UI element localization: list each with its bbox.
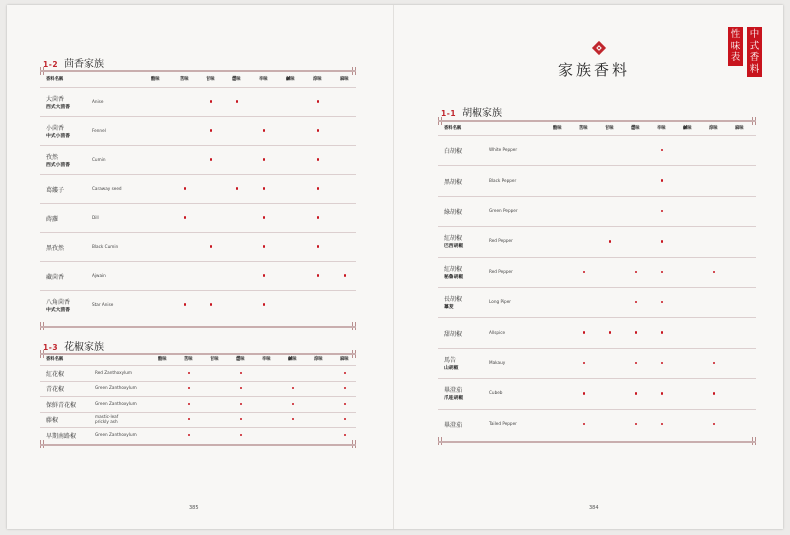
row-rule [438, 287, 756, 288]
row-name-en: mastic-leaf prickly ash [95, 414, 119, 425]
row-rule [40, 174, 356, 175]
table-top-rule [40, 70, 356, 72]
row-rule [438, 226, 756, 227]
header-taste: 麻味 [735, 125, 744, 131]
taste-mark-dot [240, 372, 242, 374]
taste-mark-dot [263, 129, 265, 131]
taste-mark-dot [263, 274, 265, 276]
tag-char: 表 [730, 52, 741, 63]
table-bottom-rule [40, 326, 356, 328]
taste-mark-dot [240, 403, 242, 405]
row-name-cn: 甜胡椒 [444, 330, 463, 338]
section-number: 1-2 [43, 60, 59, 69]
header-taste: 麻味 [340, 357, 349, 362]
header-taste: 苦味 [180, 76, 189, 82]
row-rule [40, 232, 356, 233]
row-rule [438, 348, 756, 349]
taste-mark-dot [635, 271, 637, 273]
taste-mark-dot [263, 245, 265, 247]
row-rule [438, 317, 756, 318]
taste-mark-dot [661, 271, 663, 273]
taste-mark-dot [292, 403, 294, 405]
taste-mark-dot [583, 362, 585, 364]
taste-mark-dot [188, 387, 190, 389]
page-gutter [393, 5, 394, 529]
taste-mark-dot [344, 274, 346, 276]
row-name-cn: 畢澄茄 [444, 421, 463, 429]
row-name-cn: 孜然 [46, 153, 59, 161]
header-taste: 麻味 [340, 76, 349, 82]
page-number-left: 385 [189, 505, 199, 511]
header-taste: 辛味 [657, 125, 666, 131]
row-name-cn: 紅胡椒 [444, 265, 463, 273]
row-rule [40, 427, 356, 428]
taste-mark-dot [713, 271, 715, 273]
section-title-sichuan [43, 338, 104, 353]
taste-mark-dot [292, 387, 294, 389]
row-name-cn: 馬告 [444, 357, 457, 364]
row-rule [438, 378, 756, 379]
taste-mark-dot [184, 303, 186, 305]
header-taste: 涼味 [313, 76, 322, 82]
taste-mark-dot [713, 362, 715, 364]
header-rule [40, 365, 356, 366]
taste-mark-dot [263, 303, 265, 305]
taste-mark-dot [661, 179, 663, 181]
row-name-cn: 黑孜然 [46, 244, 65, 252]
header-taste: 澀味 [631, 125, 640, 131]
row-rule [40, 116, 356, 117]
row-name-cn: 長胡椒 [444, 296, 463, 304]
row-name-en: Anise [92, 98, 104, 104]
row-name-en: Red Pepper [489, 268, 513, 274]
row-name-cn: 八角茴香 [46, 298, 71, 306]
section-title-fennel [43, 55, 104, 70]
diamond-emblem-icon [592, 41, 606, 55]
section-name: 茴香家族 [64, 59, 105, 70]
row-rule [40, 261, 356, 262]
taste-mark-dot [188, 418, 190, 420]
tag-char: 式 [749, 40, 760, 52]
taste-mark-dot [236, 100, 238, 102]
section-number: 1-3 [43, 343, 59, 352]
taste-mark-dot [609, 240, 611, 242]
row-name-cn: 紅花椒 [46, 370, 65, 378]
taste-mark-dot [184, 216, 186, 218]
taste-mark-dot [210, 129, 212, 131]
page-title: 家族香料 [558, 61, 631, 79]
row-rule [438, 165, 756, 166]
header-taste: 鹹味 [286, 76, 295, 82]
row-name-en: White Pepper [489, 147, 518, 153]
row-name-en: Fennel [92, 127, 106, 133]
row-name-en: Tailed Pepper [489, 420, 517, 426]
taste-mark-dot [344, 434, 346, 436]
header-taste: 苦味 [579, 125, 588, 131]
row-name-cn: 畢澄茄 [444, 387, 463, 395]
row-name-cn: 小茴香 [46, 124, 65, 132]
section-name: 花椒家族 [64, 342, 105, 353]
header-taste: 苦味 [184, 357, 193, 362]
taste-mark-dot [317, 274, 319, 276]
taste-mark-dot [240, 387, 242, 389]
taste-mark-dot [344, 418, 346, 420]
taste-mark-dot [210, 158, 212, 160]
header-taste: 甘味 [605, 125, 614, 131]
taste-mark-dot [344, 372, 346, 374]
taste-mark-dot [635, 362, 637, 364]
taste-mark-dot [661, 331, 663, 333]
taste-mark-dot [583, 423, 585, 425]
taste-mark-dot [184, 187, 186, 189]
tag-char: 香 [749, 52, 760, 63]
header-taste: 澀味 [236, 357, 245, 362]
row-name-en: Cumin [92, 156, 106, 162]
row-name-en: Ajwain [92, 272, 106, 278]
row-name-en: Dill [92, 214, 99, 220]
taste-mark-dot [263, 187, 265, 189]
taste-mark-dot [317, 158, 319, 160]
taste-mark-dot [263, 158, 265, 160]
tag-properties [728, 27, 743, 66]
header-taste: 鹹味 [683, 125, 692, 131]
section-name: 胡椒家族 [462, 108, 503, 119]
row-name-en: Green Zanthoxylum [95, 385, 137, 391]
taste-mark-dot [292, 418, 294, 420]
table-pepper [438, 120, 756, 442]
row-name-alias: 西式小茴香 [46, 162, 70, 168]
table-bottom-rule [40, 444, 356, 446]
taste-mark-dot [317, 187, 319, 189]
header-rule [438, 135, 756, 136]
header-taste: 甘味 [210, 357, 219, 362]
row-name-en: Black Pepper [489, 177, 517, 183]
header-taste: 澀味 [232, 76, 241, 82]
row-name-alias: 爪哇胡椒 [444, 396, 464, 402]
taste-mark-dot [240, 418, 242, 420]
header-name: 香料名稱 [46, 76, 64, 82]
table-top-rule [438, 120, 756, 122]
tag-char: 味 [730, 40, 741, 52]
row-name-cn: 藤椒 [46, 417, 59, 425]
tag-char: 料 [749, 63, 760, 75]
taste-mark-dot [661, 362, 663, 364]
taste-mark-dot [188, 403, 190, 405]
row-name-cn: 保鮮青花椒 [46, 401, 77, 409]
taste-mark-dot [713, 392, 715, 394]
row-name-en: Allspice [489, 329, 506, 335]
taste-mark-dot [635, 331, 637, 333]
row-name-cn: 綠胡椒 [444, 209, 463, 216]
row-name-alias: 秘魯胡椒 [444, 274, 464, 280]
taste-mark-dot [583, 271, 585, 273]
taste-mark-dot [188, 372, 190, 374]
row-name-cn: 青花椒 [46, 386, 65, 394]
taste-mark-dot [317, 245, 319, 247]
row-name-cn: 紅胡椒 [444, 235, 463, 243]
taste-mark-dot [661, 149, 663, 151]
taste-mark-dot [240, 434, 242, 436]
taste-mark-dot [661, 423, 663, 425]
section-title-pepper [441, 104, 502, 119]
header-taste: 涼味 [709, 125, 718, 131]
row-name-en: Green Zanthoxylum [95, 431, 137, 437]
row-name-alias: 蓽茇 [444, 305, 454, 311]
taste-mark-dot [317, 129, 319, 131]
row-name-alias: 中式大茴香 [46, 307, 70, 313]
taste-mark-dot [713, 423, 715, 425]
table-top-rule [40, 353, 356, 355]
taste-mark-dot [210, 303, 212, 305]
header-taste: 辛味 [259, 76, 268, 82]
page-number-right: 384 [589, 505, 599, 511]
header-taste: 甘味 [206, 76, 215, 82]
row-name-en: Black Cumin [92, 243, 119, 249]
taste-mark-dot [344, 387, 346, 389]
taste-mark-dot [661, 210, 663, 212]
header-taste: 酸味 [158, 357, 167, 362]
row-rule [438, 409, 756, 410]
row-name-cn: 藏茴香 [46, 273, 65, 281]
tag-chinese-spices [747, 27, 762, 77]
row-name-alias: 中式小茴香 [46, 133, 70, 139]
tag-char: 中 [749, 29, 760, 40]
row-rule [40, 396, 356, 397]
row-name-alias: 西式大茴香 [46, 104, 70, 110]
header-name: 香料名稱 [444, 125, 462, 131]
row-rule [40, 145, 356, 146]
book-spread [7, 5, 783, 529]
row-name-en: Long Piper [489, 299, 512, 305]
row-name-en: Cubeb [489, 390, 503, 396]
taste-mark-dot [344, 403, 346, 405]
table-bottom-rule [438, 441, 756, 443]
taste-mark-dot [317, 216, 319, 218]
row-name-alias: 山胡椒 [444, 366, 459, 371]
row-name-en: Green Pepper [489, 208, 518, 213]
row-rule [40, 412, 356, 413]
tag-char: 性 [730, 29, 741, 40]
taste-mark-dot [210, 245, 212, 247]
row-name-en: Star Anise [92, 301, 114, 307]
taste-mark-dot [236, 187, 238, 189]
taste-mark-dot [635, 392, 637, 394]
row-rule [40, 381, 356, 382]
header-name: 香料名稱 [46, 357, 64, 362]
header-rule [40, 87, 356, 88]
row-rule [40, 290, 356, 291]
row-name-en: Green Zanthoxylum [95, 400, 137, 406]
row-name-cn: 白胡椒 [444, 148, 463, 156]
taste-mark-dot [317, 100, 319, 102]
row-name-en: Red Pepper [489, 238, 513, 244]
taste-mark-dot [210, 100, 212, 102]
row-name-cn: 大茴香 [46, 95, 65, 103]
row-name-en: Red Zanthoxylum [95, 369, 132, 375]
row-name-cn: 蒔蘿 [46, 215, 59, 223]
row-name-cn: 葛縷子 [46, 186, 65, 194]
header-taste: 鹹味 [288, 357, 297, 362]
taste-mark-dot [609, 331, 611, 333]
table-fennel [40, 70, 356, 327]
taste-mark-dot [583, 392, 585, 394]
taste-mark-dot [661, 392, 663, 394]
row-rule [438, 257, 756, 258]
taste-mark-dot [188, 434, 190, 436]
row-name-alias: 巴西胡椒 [444, 244, 464, 250]
taste-mark-dot [661, 240, 663, 242]
taste-mark-dot [583, 331, 585, 333]
row-name-en: Caraway seed [92, 185, 122, 191]
header-taste: 酸味 [151, 76, 160, 82]
section-number: 1-1 [441, 109, 457, 118]
header-taste: 酸味 [553, 125, 562, 131]
taste-mark-dot [635, 301, 637, 303]
row-name-cn: 黑胡椒 [444, 178, 463, 186]
taste-mark-dot [635, 423, 637, 425]
taste-mark-dot [661, 301, 663, 303]
row-name-cn: 早期南路椒 [46, 432, 77, 440]
row-rule [438, 196, 756, 197]
row-rule [40, 203, 356, 204]
header-taste: 辛味 [262, 357, 271, 362]
taste-mark-dot [263, 216, 265, 218]
header-taste: 涼味 [314, 357, 323, 362]
table-sichuan [40, 353, 356, 445]
row-name-en: Makauy [489, 360, 506, 365]
